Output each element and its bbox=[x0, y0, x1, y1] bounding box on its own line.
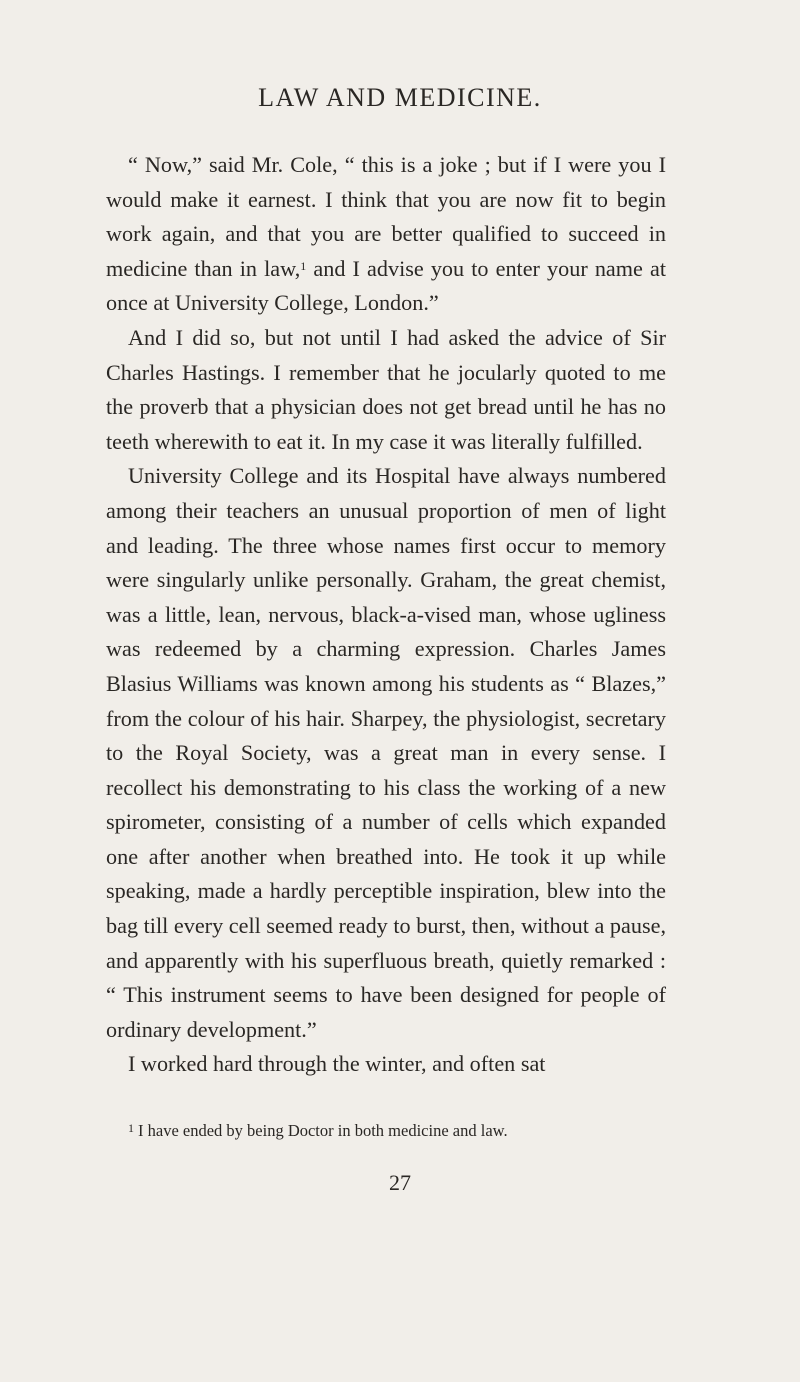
paragraph-4: I worked hard through the winter, and often sat bbox=[128, 1051, 546, 1077]
page-number: 27 bbox=[389, 1170, 411, 1195]
footnote-marker: 1 bbox=[128, 1121, 134, 1135]
footnote bbox=[106, 1120, 706, 1142]
paragraph-1 bbox=[106, 148, 666, 321]
paragraph-3: University College and its Hospital have always numbered among their teachers an unusual proportion of men of light and leading. The three whose names first occur to memory were singularly unlike personally. Graham, the great chemist, was a little, lean, nervous, black-a-vised man, whose ugliness was redeemed by a charming expression. Charles James Blasius Williams was known among his students as “ Blazes,” from the colour of his hair. Sharpey, the physiologist, secretary to the Royal Society, was a great man in every sense. I recollect his demonstrating to his class the working of a new spirometer, consisting of a number of cells which expanded one after another when breathed into. He took it up while speaking, made a hardly perceptible inspiration, blew into the bag till every cell seemed ready to burst, then, without a pause, and apparently with his superfluous breath, quietly remarked : “ This instrument seems to have been designed for people of ordinary development.” bbox=[106, 463, 666, 1042]
body-text bbox=[106, 148, 666, 1082]
paragraph-1-text-a: “ Now,” said Mr. Cole, “ this is a joke ; but if I were you I would make it earnest. I think that you are now fit to begin work again, and that you are better qualified to succeed in medicine than in law, bbox=[106, 152, 666, 281]
paragraph-2: And I did so, but not until I had asked the advice of Sir Charles Hastings. I remember that he jocularly quoted to me the proverb that a physician does not get bread until he has no teeth wherewith to eat it. In my case it was literally fulfilled. bbox=[106, 324, 666, 454]
footnote-text: I have ended by being Doctor in both medicine and law. bbox=[138, 1121, 508, 1140]
footnote-reference: 1 bbox=[300, 258, 307, 273]
running-head: LAW AND MEDICINE. bbox=[258, 83, 542, 112]
paragraph-1-text-b: and I advise you to enter your name at once at University College, London.” bbox=[106, 255, 667, 316]
